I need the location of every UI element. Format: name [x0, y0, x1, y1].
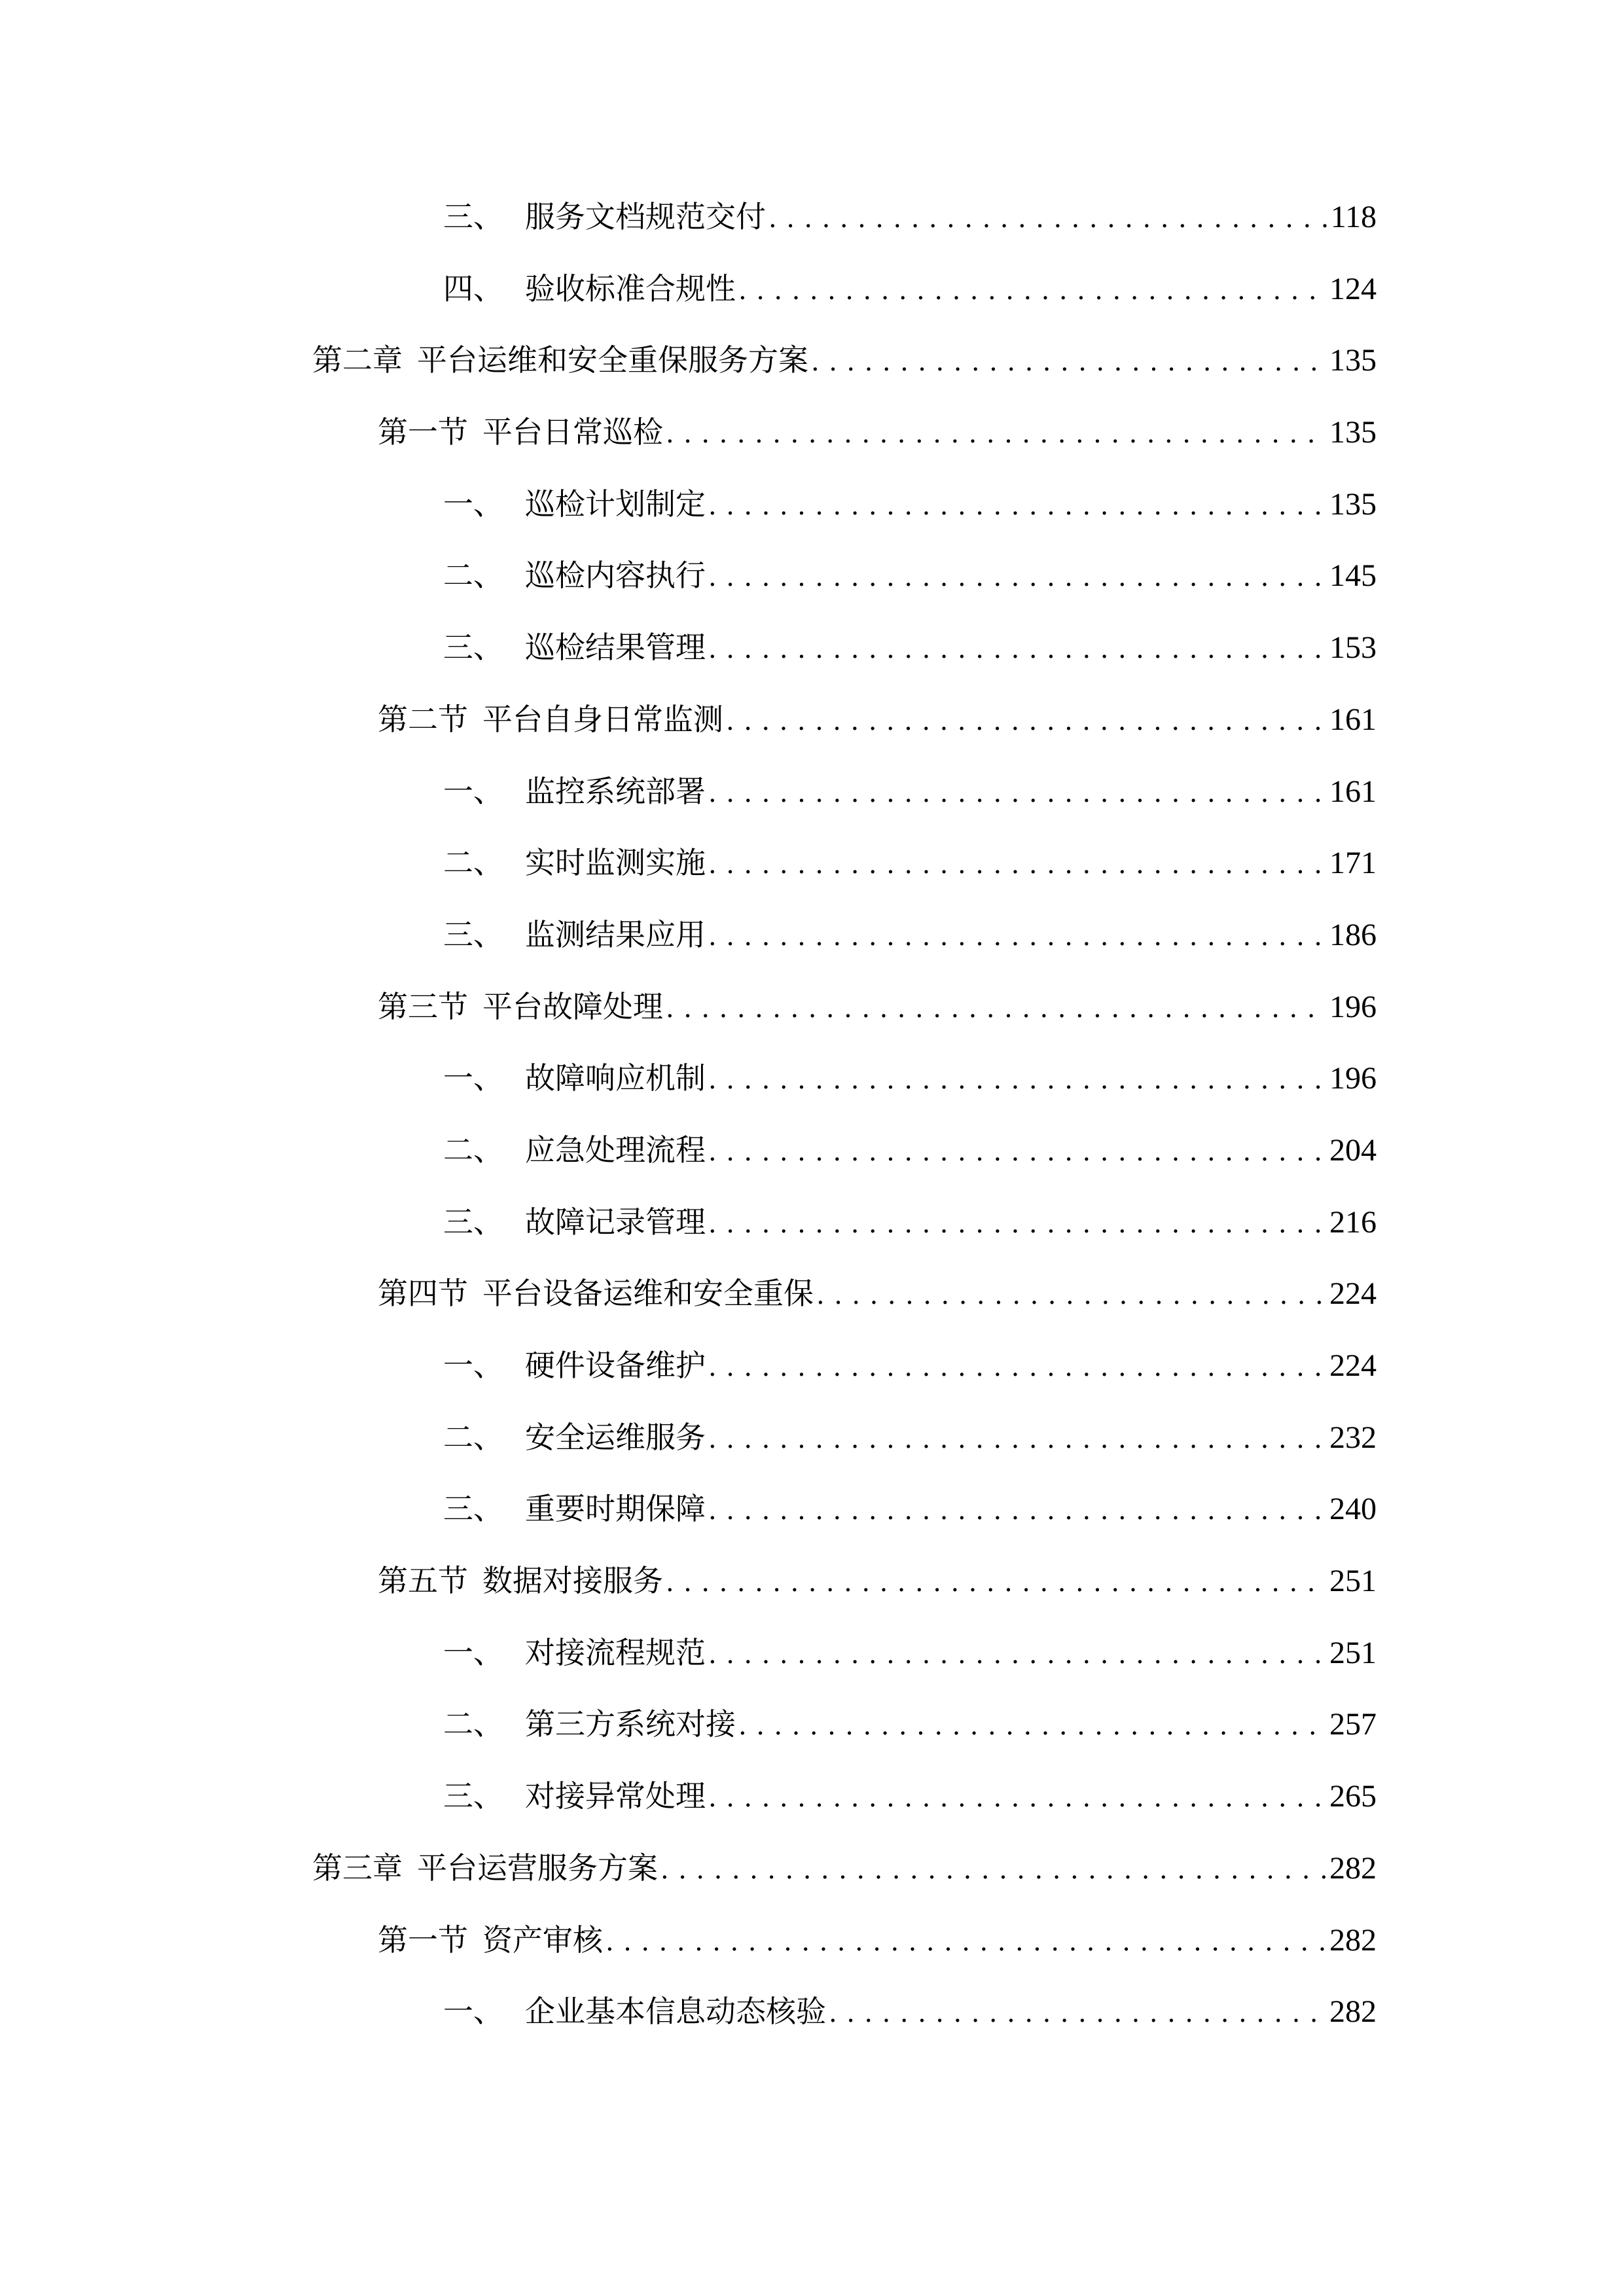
toc-item[interactable] [0, 1402, 1624, 1474]
dot-leader [708, 758, 1326, 830]
toc-page-number[interactable]: 224 [1329, 1276, 1377, 1312]
toc-item[interactable] [0, 1617, 1624, 1689]
toc-item-title[interactable]: 应急处理流程 [525, 1132, 706, 1168]
dot-leader [738, 1691, 1326, 1763]
toc-section-title[interactable]: 平台自身日常监测 [482, 701, 723, 737]
toc-item-title[interactable]: 监测结果应用 [525, 916, 706, 952]
dot-leader [708, 1045, 1326, 1117]
toc-page-number[interactable]: 135 [1329, 415, 1377, 450]
toc-page-number[interactable]: 171 [1329, 846, 1377, 881]
toc-page-number[interactable]: 204 [1329, 1132, 1377, 1168]
toc-section[interactable] [0, 684, 1624, 756]
dot-leader [708, 901, 1326, 973]
dot-leader [738, 255, 1326, 327]
dot-leader [708, 1475, 1326, 1547]
toc-item-title[interactable]: 验收标准合规性 [525, 270, 736, 306]
toc-item[interactable] [0, 1115, 1624, 1187]
toc-item[interactable] [0, 827, 1624, 899]
toc-page-number[interactable]: 186 [1329, 917, 1377, 952]
toc-item-number: 二、 [443, 1706, 503, 1742]
toc-item-title[interactable]: 重要时期保障 [525, 1491, 706, 1527]
dot-leader [660, 1835, 1326, 1907]
toc-item-number: 四、 [443, 270, 503, 306]
toc-item-title[interactable]: 巡检结果管理 [525, 630, 706, 666]
toc-page-number[interactable]: 161 [1329, 774, 1377, 809]
toc-item[interactable] [0, 1330, 1624, 1402]
toc-item[interactable] [0, 756, 1624, 828]
dot-leader [666, 399, 1326, 471]
toc-item-number: 一、 [443, 1994, 503, 2030]
toc-section-number: 第三节 [378, 988, 468, 1024]
toc-item-number: 一、 [443, 1634, 503, 1670]
toc-section-title[interactable]: 资产审核 [482, 1922, 603, 1958]
toc-item-number: 二、 [443, 1132, 503, 1168]
dot-leader [768, 183, 1327, 255]
toc-page-number[interactable]: 257 [1329, 1707, 1377, 1742]
toc-section-title[interactable]: 平台设备运维和安全重保 [482, 1276, 814, 1312]
dot-leader [829, 1978, 1326, 2050]
toc-item-title[interactable]: 故障响应机制 [525, 1060, 706, 1096]
toc-chapter-title[interactable]: 平台运营服务方案 [417, 1850, 658, 1886]
toc-page-number[interactable]: 135 [1329, 343, 1377, 378]
toc-section-number: 第一节 [378, 414, 468, 450]
toc-item-title[interactable]: 第三方系统对接 [525, 1706, 736, 1742]
toc-section[interactable] [0, 1905, 1624, 1977]
toc-item-number: 一、 [443, 1060, 503, 1096]
toc-item[interactable] [0, 181, 1624, 253]
toc-item-number: 二、 [443, 845, 503, 881]
dot-leader [708, 1332, 1326, 1404]
dot-leader [708, 614, 1326, 686]
toc-page-number[interactable]: 265 [1329, 1779, 1377, 1814]
toc-item-number: 一、 [443, 773, 503, 809]
toc-section-title[interactable]: 平台日常巡检 [482, 414, 663, 450]
toc-page-number[interactable]: 196 [1329, 989, 1377, 1024]
dot-leader [708, 829, 1326, 901]
toc-page-number[interactable]: 216 [1329, 1204, 1377, 1240]
dot-leader [816, 1260, 1326, 1332]
dot-leader [708, 471, 1326, 543]
toc-item[interactable] [0, 899, 1624, 971]
toc-page-number[interactable]: 232 [1329, 1420, 1377, 1455]
toc-item[interactable] [0, 1473, 1624, 1545]
toc-page-number[interactable]: 282 [1329, 1850, 1377, 1886]
toc-section-number: 第一节 [378, 1922, 468, 1958]
toc-item-title[interactable]: 对接流程规范 [525, 1634, 706, 1670]
dot-leader [811, 327, 1326, 399]
toc-section-title[interactable]: 数据对接服务 [482, 1563, 663, 1599]
toc-item[interactable] [0, 469, 1624, 541]
toc-item[interactable] [0, 253, 1624, 325]
toc-page-number[interactable]: 161 [1329, 702, 1377, 737]
toc-page-number[interactable]: 224 [1329, 1348, 1377, 1383]
toc-item[interactable] [0, 1761, 1624, 1833]
toc-item-title[interactable]: 巡检内容执行 [525, 558, 706, 594]
toc-item-number: 三、 [443, 1204, 503, 1240]
dot-leader [666, 973, 1326, 1045]
dot-leader [726, 686, 1326, 758]
dot-leader [708, 1404, 1326, 1476]
toc-item-title[interactable]: 服务文档规范交付 [525, 199, 766, 234]
toc-item-number: 一、 [443, 1348, 503, 1383]
toc-chapter-title[interactable]: 平台运维和安全重保服务方案 [417, 342, 808, 378]
toc-page-number[interactable]: 153 [1329, 630, 1377, 666]
toc-section-number: 第四节 [378, 1276, 468, 1312]
toc-chapter-number: 第二章 [312, 342, 403, 378]
toc-item-title[interactable]: 对接异常处理 [525, 1778, 706, 1814]
toc-item-number: 一、 [443, 486, 503, 522]
toc-page-number[interactable]: 251 [1329, 1564, 1377, 1599]
toc-page-number[interactable]: 251 [1329, 1635, 1377, 1670]
toc-section-number: 第二节 [378, 701, 468, 737]
toc-page-number[interactable]: 135 [1329, 486, 1377, 522]
toc-chapter-number: 第三章 [312, 1850, 403, 1886]
toc-section[interactable] [0, 1545, 1624, 1617]
toc-page-number[interactable]: 282 [1329, 1994, 1377, 2030]
dot-leader [708, 1117, 1326, 1189]
toc-item-title[interactable]: 企业基本信息动态核验 [525, 1994, 826, 2030]
toc-item-title[interactable]: 监控系统部署 [525, 773, 706, 809]
toc-section-title[interactable]: 平台故障处理 [482, 988, 663, 1024]
toc-item-title[interactable]: 实时监测实施 [525, 845, 706, 881]
toc-item[interactable] [0, 1976, 1624, 2048]
toc-item[interactable] [0, 1689, 1624, 1761]
toc-item[interactable] [0, 1043, 1624, 1115]
toc-section[interactable] [0, 1258, 1624, 1330]
toc-item[interactable] [0, 612, 1624, 684]
toc-item-number: 三、 [443, 1491, 503, 1527]
toc-page-number[interactable]: 282 [1329, 1922, 1377, 1958]
toc-section-number: 第五节 [378, 1563, 468, 1599]
toc-page-number[interactable]: 124 [1329, 271, 1377, 306]
toc-chapter[interactable] [0, 1833, 1624, 1905]
dot-leader [666, 1547, 1326, 1619]
toc-item-number: 三、 [443, 199, 503, 234]
toc-item-title[interactable]: 巡检计划制定 [525, 486, 706, 522]
toc-page-number[interactable]: 196 [1329, 1061, 1377, 1096]
table-of-contents [0, 181, 1624, 2048]
toc-item-title[interactable]: 硬件设备维护 [525, 1348, 706, 1383]
dot-leader [708, 1763, 1326, 1835]
toc-item-title[interactable]: 安全运维服务 [525, 1419, 706, 1455]
toc-item-number: 二、 [443, 1419, 503, 1455]
dot-leader [708, 542, 1326, 614]
toc-item-number: 三、 [443, 1778, 503, 1814]
toc-chapter[interactable] [0, 325, 1624, 397]
toc-item[interactable] [0, 540, 1624, 612]
toc-section[interactable] [0, 397, 1624, 469]
dot-leader [708, 1619, 1326, 1691]
toc-item[interactable] [0, 1187, 1624, 1259]
toc-page-number[interactable]: 240 [1329, 1492, 1377, 1527]
toc-section[interactable] [0, 971, 1624, 1043]
toc-item-number: 三、 [443, 630, 503, 666]
dot-leader [708, 1189, 1326, 1261]
toc-item-title[interactable]: 故障记录管理 [525, 1204, 706, 1240]
toc-item-number: 二、 [443, 558, 503, 594]
toc-page-number[interactable]: 145 [1329, 558, 1377, 594]
toc-item-number: 三、 [443, 916, 503, 952]
dot-leader [605, 1907, 1326, 1979]
toc-page-number[interactable]: 118 [1330, 200, 1377, 234]
